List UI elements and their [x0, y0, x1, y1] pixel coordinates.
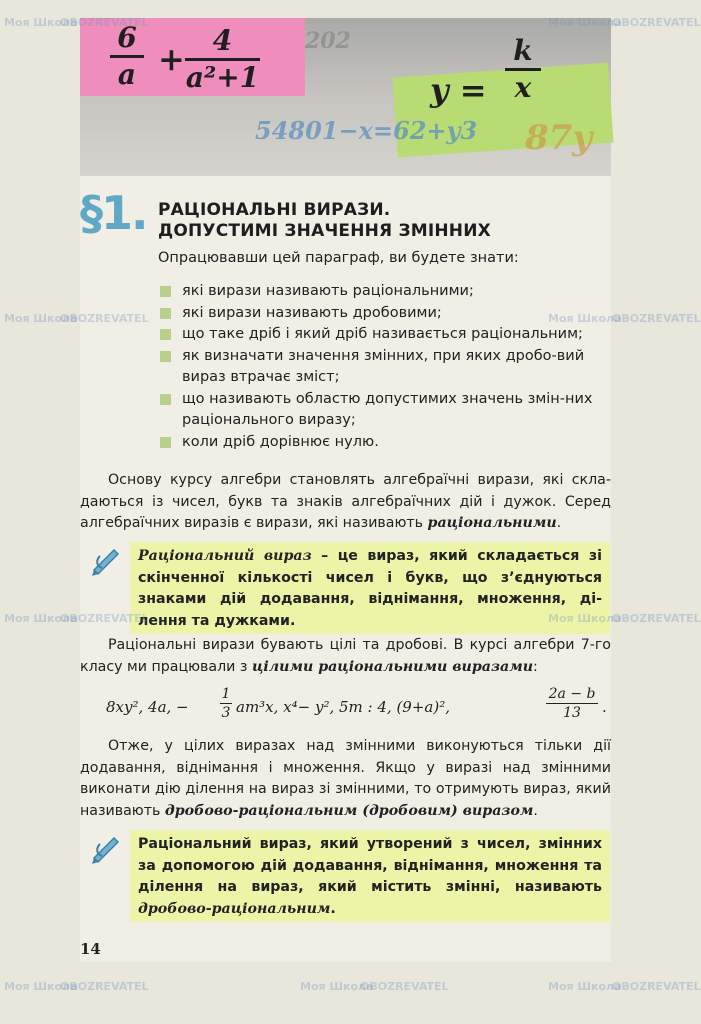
page-number: 14: [80, 940, 101, 958]
section-intro: Опрацювавши цей параграф, ви будете знати:: [158, 250, 519, 266]
fraction-denominator: a²+1: [185, 61, 260, 94]
goal-text: що таке дріб і який дріб називається раціональним;: [182, 326, 583, 342]
math-expression-part: am³x, x⁴− y², 5m : 4, (9+a)²,: [236, 698, 450, 716]
goal-item: [158, 389, 608, 432]
paragraph-text: Основу курсу алгебри становлять алгебраїчні вирази, які скла-даються із чисел, букв та знаків алгебраїчних дій і дужок. Серед алгебраїчних виразів є вирази, які називають: [80, 472, 611, 531]
paragraph-end: :: [533, 658, 538, 675]
banner-fraction-3: [505, 36, 541, 103]
banner-ghost-number: 202: [305, 28, 351, 54]
banner-fraction-2: [185, 26, 260, 93]
definition-fractional-expression: [130, 830, 610, 922]
paragraph-end: .: [533, 802, 538, 819]
fraction-denominator: a: [117, 58, 137, 91]
watermark-text: OBOZREVATEL: [360, 980, 449, 993]
math-fraction-one-third: [220, 685, 232, 722]
paragraph-fractional-expressions: [80, 736, 611, 822]
watermark-text: Моя Школа: [548, 980, 622, 993]
term-rational: раціональними: [427, 515, 557, 531]
goal-item: [158, 303, 608, 325]
watermark-text: Моя Школа: [548, 312, 622, 325]
section-title-line-2: ДОПУСТИМІ ЗНАЧЕННЯ ЗМІННИХ: [158, 221, 491, 241]
fraction-denominator: 3: [221, 705, 231, 721]
watermark-text: OBOZREVATEL: [612, 312, 701, 325]
paragraph-whole-expressions: [80, 635, 611, 678]
watermark-text: OBOZREVATEL: [60, 312, 149, 325]
paragraph-text: Отже, у цілих виразах над змінними виконуються тільки дії додавання, віднімання і множення. Якщо у виразі над змінними виконати дію ділення на вираз зі змінними, то отримують вираз, який називають: [80, 738, 611, 819]
goal-text: як визначати значення змінних, при яких дробо-вий вираз втрачає зміст;: [182, 347, 585, 385]
paragraph-intro: [80, 470, 611, 535]
square-bullet-icon: [160, 308, 171, 319]
paragraph-text: Раціональні вирази бувають цілі та дробові. В курсі алгебри 7-го класу ми працювали з: [80, 637, 611, 675]
definition-term: дробово-раціональним: [138, 900, 331, 917]
goal-item: [158, 281, 608, 303]
watermark-text: Моя Школа: [4, 16, 78, 29]
watermark-text: OBOZREVATEL: [612, 16, 701, 29]
learning-goals-list: [158, 281, 608, 453]
fraction-numerator: 6: [117, 21, 137, 54]
definition-rational-expression: [130, 542, 610, 634]
math-fraction-2a-b: [546, 685, 598, 722]
fraction-denominator: 13: [563, 705, 581, 721]
term-fractional-rational: дробово-раціональним (дробовим) виразом: [164, 802, 534, 819]
paragraph-end: .: [556, 515, 562, 531]
goal-item: [158, 346, 608, 389]
definition-text: – це вираз, який складається зі скінченної кількості чисел і букв, що з’єднуються знаками дій додавання, віднімання, множення, ді-лення та дужками.: [138, 548, 602, 629]
math-expression-end: .: [602, 698, 607, 716]
section-title-line-1: РАЦІОНАЛЬНІ ВИРАЗИ.: [158, 200, 391, 220]
decorative-banner: [80, 18, 611, 176]
watermark-text: Моя Школа: [4, 312, 78, 325]
fraction-numerator: 1: [221, 686, 231, 702]
watermark-text: OBOZREVATEL: [60, 612, 149, 625]
goal-text: які вирази називають раціональними;: [182, 283, 474, 299]
goal-text: які вирази називають дробовими;: [182, 304, 442, 321]
goal-text: коли дріб дорівнює нулю.: [182, 433, 379, 450]
textbook-page: [80, 18, 611, 962]
section-number: §1.: [80, 186, 147, 240]
watermark-text: Моя Школа: [548, 612, 622, 625]
goal-item: [158, 432, 608, 454]
watermark-text: OBOZREVATEL: [612, 980, 701, 993]
watermark-text: Моя Школа: [548, 16, 622, 29]
banner-plus-sign: +: [158, 40, 185, 78]
section-title: [158, 200, 598, 242]
watermark-text: OBOZREVATEL: [612, 612, 701, 625]
watermark-text: Моя Школа: [4, 612, 78, 625]
banner-y-equals: y =: [430, 71, 487, 109]
watermark-text: OBOZREVATEL: [60, 16, 149, 29]
banner-fraction-1: [110, 23, 144, 90]
square-bullet-icon: [160, 394, 171, 405]
goal-text: що називають областю допустимих значень змін-них раціонального виразу;: [182, 390, 593, 428]
whole-expressions-examples: [106, 685, 611, 729]
square-bullet-icon: [160, 329, 171, 340]
term-whole-rational: цілими раціональними виразами: [251, 658, 534, 675]
watermark-text: OBOZREVATEL: [60, 980, 149, 993]
banner-ghost-expression: 87y: [525, 118, 593, 158]
definition-text: Раціональний вираз, який утворений з чисел, змінних за допомогою дій додавання, віднімання, множення та ділення на вираз, який містить змінні, називають: [138, 836, 602, 895]
fraction-numerator: k: [513, 34, 533, 67]
square-bullet-icon: [160, 351, 171, 362]
fraction-numerator: 2a − b: [548, 686, 596, 702]
definition-term: Раціональний вираз: [138, 548, 312, 564]
fraction-denominator: x: [514, 71, 532, 104]
goal-item: [158, 324, 608, 346]
banner-ghost-equation: 54801−x=62+y3: [255, 116, 478, 145]
square-bullet-icon: [160, 286, 171, 297]
watermark-text: Моя Школа: [300, 980, 374, 993]
definition-end: .: [330, 900, 336, 917]
fraction-numerator: 4: [212, 24, 233, 57]
math-expression-part: 8xy², 4a, −: [106, 698, 189, 716]
definition-pencil-icon: [90, 544, 124, 578]
watermark-text: Моя Школа: [4, 980, 78, 993]
square-bullet-icon: [160, 437, 171, 448]
definition-pencil-icon: [90, 832, 124, 866]
